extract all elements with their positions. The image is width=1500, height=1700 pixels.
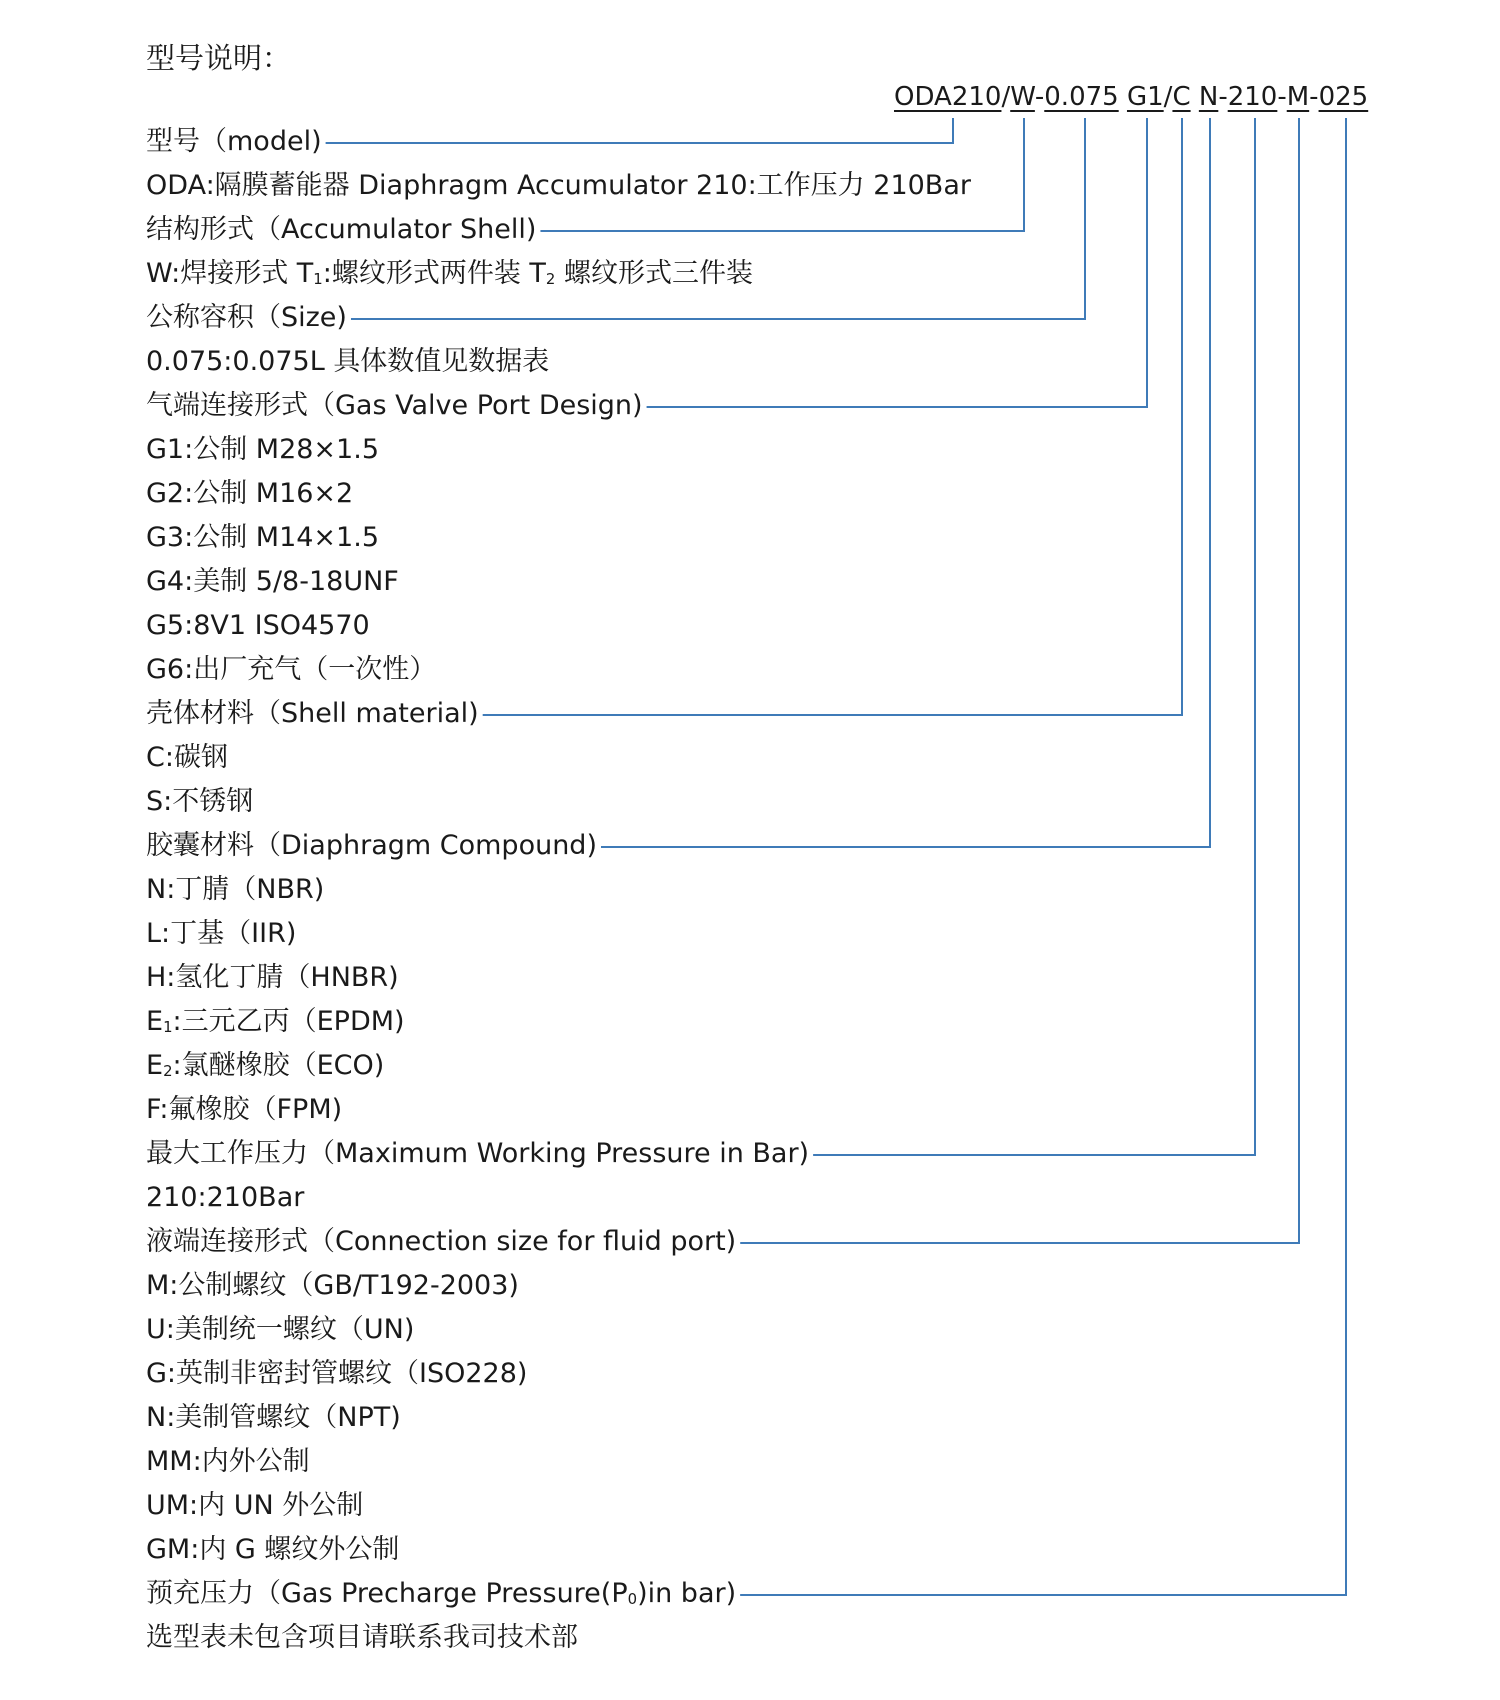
line-m: M:公制螺纹（GB/T192-2003) (146, 1270, 519, 1301)
line-g1: G1:公制 M28×1.5 (146, 434, 379, 465)
code-segment-fluid-port: M (1286, 82, 1310, 112)
line-gm: GM:内 G 螺纹外公制 (146, 1534, 400, 1565)
heading-text: 气端连接形式（Gas Valve Port Design) (146, 390, 643, 421)
code-separator (1191, 82, 1199, 112)
code-separator: - (1034, 82, 1045, 112)
connector-pressure (813, 118, 1255, 1155)
model-code (894, 82, 1368, 112)
line-l: L:丁基（IIR) (146, 918, 297, 949)
line-g6: G6:出厂充气（一次性） (146, 654, 437, 685)
heading-text: 壳体材料（Shell material) (146, 698, 479, 729)
code-segment-compound: N (1198, 82, 1219, 112)
heading-fluid-port (146, 1224, 736, 1260)
heading-shell (146, 212, 536, 248)
code-separator (1119, 82, 1127, 112)
heading-model (146, 124, 322, 160)
code-separator: - (1277, 82, 1287, 112)
heading-compound (146, 828, 597, 864)
line-note: 选型表未包含项目请联系我司技术部 (146, 1622, 578, 1653)
heading-shell-material (146, 696, 479, 732)
code-segment-shell: W (1010, 82, 1035, 112)
heading-text: 最大工作压力（Maximum Working Pressure in Bar) (146, 1138, 810, 1169)
line-e2: $E_2$:氯醚橡胶（ECO) (146, 1050, 385, 1081)
connector-series (326, 118, 953, 143)
code-segment-shell-material: C (1172, 82, 1191, 112)
code-separator: - (1309, 82, 1319, 112)
code-segment-size: 0.075 (1044, 82, 1119, 112)
line-w: W:焊接形式 $T_1$:螺纹形式两件装 $T_2$ 螺纹形式三件装 (146, 258, 753, 289)
line-s: S:不锈钢 (146, 786, 254, 817)
line-size-value: 0.075:0.075L 具体数值见数据表 (146, 346, 550, 377)
line-g4: G4:美制 5/8-18UNF (146, 566, 399, 597)
line-u: U:美制统一螺纹（UN) (146, 1314, 415, 1345)
code-separator: / (1163, 82, 1173, 112)
code-separator: / (1001, 82, 1011, 112)
code-separator: - (1218, 82, 1228, 112)
line-oda: ODA:隔膜蓄能器 Diaphragm Accumulator 210:工作压力 210Bar (146, 170, 971, 201)
page-title: 型号说明： (146, 41, 292, 75)
line-c: C:碳钢 (146, 742, 228, 773)
connector-precharge (740, 118, 1346, 1595)
connector-compound (601, 118, 1210, 847)
heading-gas-port (146, 388, 643, 424)
heading-size (146, 300, 347, 336)
code-segment-series: ODA210 (894, 82, 1002, 112)
line-um: UM:内 UN 外公制 (146, 1490, 364, 1521)
line-g5: G5:8V1 ISO4570 (146, 610, 370, 641)
line-h: H:氢化丁腈（HNBR) (146, 962, 399, 993)
connector-fluid-port (740, 118, 1299, 1243)
heading-text: 结构形式（Accumulator Shell) (146, 214, 537, 245)
line-e1: $E_1$:三元乙丙（EPDM) (146, 1006, 405, 1037)
line-n: N:丁腈（NBR) (146, 874, 325, 905)
line-npt: N:美制管螺纹（NPT) (146, 1402, 401, 1433)
heading-text: 型号（model) (146, 126, 322, 157)
code-segment-gas-port: G1 (1126, 82, 1164, 112)
heading-text: 预充压力（Gas Precharge $Pressure(P_0)in$ bar) (146, 1578, 737, 1609)
line-f: F:氟橡胶（FPM) (146, 1094, 343, 1125)
code-segment-pressure: 210 (1227, 82, 1278, 112)
line-g3: G3:公制 M14×1.5 (146, 522, 379, 553)
line-g2: G2:公制 M16×2 (146, 478, 354, 509)
heading-text: 液端连接形式（Connection size for fluid port) (146, 1226, 737, 1257)
heading-max-pressure (146, 1136, 809, 1172)
heading-precharge (146, 1576, 736, 1612)
heading-text: 公称容积（Size) (146, 302, 347, 333)
line-g: G:英制非密封管螺纹（ISO228) (146, 1358, 528, 1389)
code-segment-precharge: 025 (1318, 82, 1369, 112)
line-mm: MM:内外公制 (146, 1446, 310, 1477)
heading-text: 胶囊材料（Diaphragm Compound) (146, 830, 597, 861)
line-pressure-210: 210:210Bar (146, 1182, 305, 1213)
